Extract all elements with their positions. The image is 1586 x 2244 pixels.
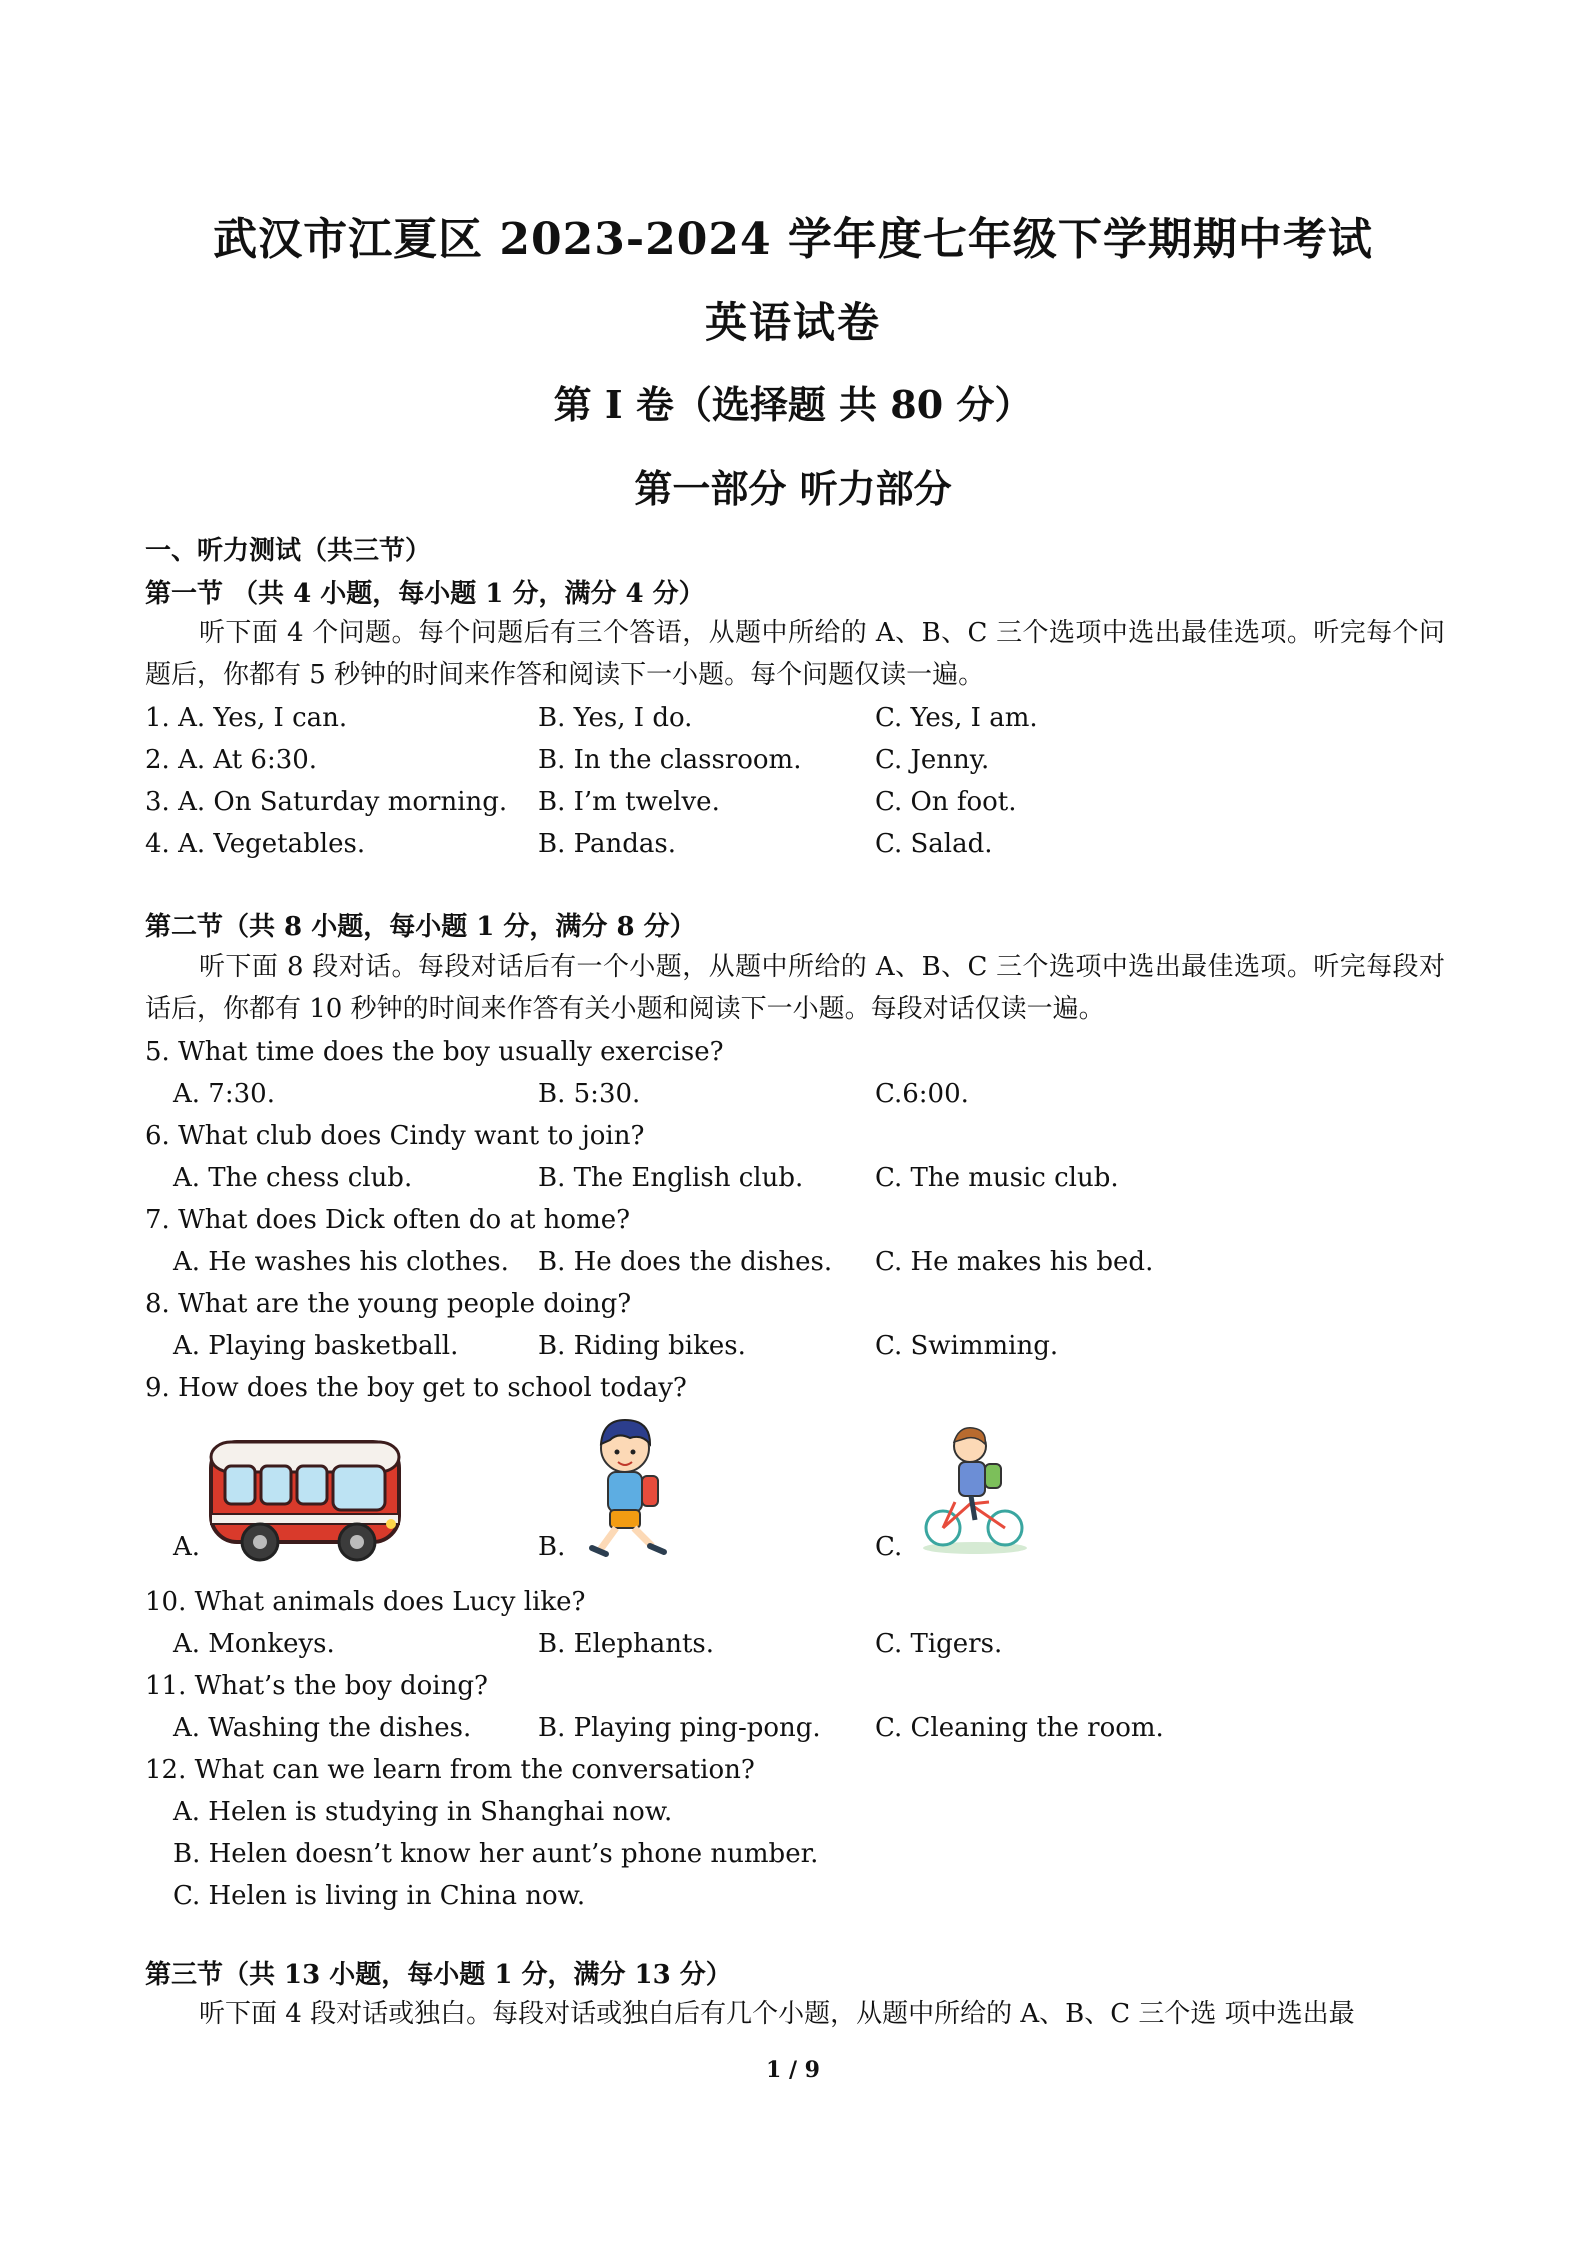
- section1-heading: 第一节 （共 4 小题，每小题 1 分，满分 4 分）: [145, 579, 705, 609]
- q3-option-a: 3. A. On Saturday morning.: [145, 787, 508, 817]
- section2-heading: 第二节（共 8 小题，每小题 1 分，满分 8 分）: [145, 912, 696, 942]
- q10-option-a: A. Monkeys.: [173, 1629, 335, 1659]
- q7-question: 7. What does Dick often do at home?: [145, 1205, 631, 1235]
- q8-option-c: C. Swimming.: [875, 1331, 1059, 1361]
- q4-option-c: C. Salad.: [875, 829, 993, 859]
- section2-instruction: 听下面 8 段对话。每段对话后有一个小题，从题中所给的 A、B、C 三个选项中选出最佳选项。听完每段对话后，你都有 10 秒钟的时间来作答有关小题和阅读下一小题。每段对话仅读一遍。: [145, 952, 1445, 1024]
- q4-option-a: 4. A. Vegetables.: [145, 829, 366, 859]
- q8-option-a: A. Playing basketball.: [173, 1331, 459, 1361]
- q1-option-a: 1. A. Yes, I can.: [145, 703, 348, 733]
- q9-question: 9. How does the boy get to school today?: [145, 1373, 687, 1403]
- q5-option-b: B. 5:30.: [538, 1079, 641, 1109]
- section3-heading: 第三节（共 13 小题，每小题 1 分，满分 13 分）: [145, 1960, 732, 1990]
- q9-option-a-label: A.: [173, 1532, 201, 1562]
- q10-option-b: B. Elephants.: [538, 1629, 715, 1659]
- q4-option-b: B. Pandas.: [538, 829, 676, 859]
- q7-option-b: B. He does the dishes.: [538, 1247, 833, 1277]
- q5-option-a: A. 7:30.: [173, 1079, 275, 1109]
- q12-option-b: B. Helen doesn’t know her aunt’s phone number.: [173, 1839, 819, 1869]
- q6-option-b: B. The English club.: [538, 1163, 804, 1193]
- q12-question: 12. What can we learn from the conversation?: [145, 1755, 755, 1785]
- part-heading: 第一部分 听力部分: [634, 466, 952, 511]
- q10-option-c: C. Tigers.: [875, 1629, 1003, 1659]
- q2-option-b: B. In the classroom.: [538, 745, 802, 775]
- q1-option-b: B. Yes, I do.: [538, 703, 693, 733]
- q9-option-c-label: C.: [875, 1532, 903, 1562]
- q11-option-c: C. Cleaning the room.: [875, 1713, 1164, 1743]
- q12-option-a: A. Helen is studying in Shanghai now.: [173, 1797, 673, 1827]
- q7-option-a: A. He washes his clothes.: [173, 1247, 509, 1277]
- q11-question: 11. What’s the boy doing?: [145, 1671, 488, 1701]
- q9-option-b-label: B.: [538, 1532, 566, 1562]
- q6-question: 6. What club does Cindy want to join?: [145, 1121, 645, 1151]
- q3-option-b: B. I’m twelve.: [538, 787, 720, 817]
- bus-icon: [205, 1424, 405, 1564]
- exam-title: 武汉市江夏区 2023-2024 学年度七年级下学期期中考试: [213, 214, 1373, 265]
- q5-question: 5. What time does the boy usually exercise?: [145, 1037, 724, 1067]
- q7-option-c: C. He makes his bed.: [875, 1247, 1154, 1277]
- q11-option-b: B. Playing ping-pong.: [538, 1713, 821, 1743]
- q3-option-c: C. On foot.: [875, 787, 1017, 817]
- q8-question: 8. What are the young people doing?: [145, 1289, 632, 1319]
- volume-heading: 第 I 卷（选择题 共 80 分）: [553, 382, 1033, 427]
- bike-riding-boy-icon: [915, 1420, 1035, 1560]
- q2-option-a: 2. A. At 6:30.: [145, 745, 318, 775]
- walking-boy-icon: [570, 1412, 680, 1562]
- page-number: 1 / 9: [766, 2057, 820, 2083]
- q11-option-a: A. Washing the dishes.: [173, 1713, 472, 1743]
- q2-option-c: C. Jenny.: [875, 745, 990, 775]
- listening-heading: 一、听力测试（共三节）: [145, 536, 432, 566]
- section3-instruction: 听下面 4 段对话或独白。每段对话或独白后有几个小题，从题中所给的 A、B、C 三个选 项中选出最: [199, 1999, 1355, 2029]
- q10-question: 10. What animals does Lucy like?: [145, 1587, 586, 1617]
- q6-option-c: C. The music club.: [875, 1163, 1119, 1193]
- q8-option-b: B. Riding bikes.: [538, 1331, 746, 1361]
- q5-option-c: C.6:00.: [875, 1079, 969, 1109]
- section1-instruction: 听下面 4 个问题。每个问题后有三个答语，从题中所给的 A、B、C 三个选项中选出最佳选项。听完每个问题后，你都有 5 秒钟的时间来作答和阅读下一小题。每个问题仅读一遍。: [145, 618, 1445, 690]
- q1-option-c: C. Yes, I am.: [875, 703, 1038, 733]
- exam-subtitle: 英语试卷: [704, 298, 881, 347]
- q12-option-c: C. Helen is living in China now.: [173, 1881, 586, 1911]
- q6-option-a: A. The chess club.: [173, 1163, 413, 1193]
